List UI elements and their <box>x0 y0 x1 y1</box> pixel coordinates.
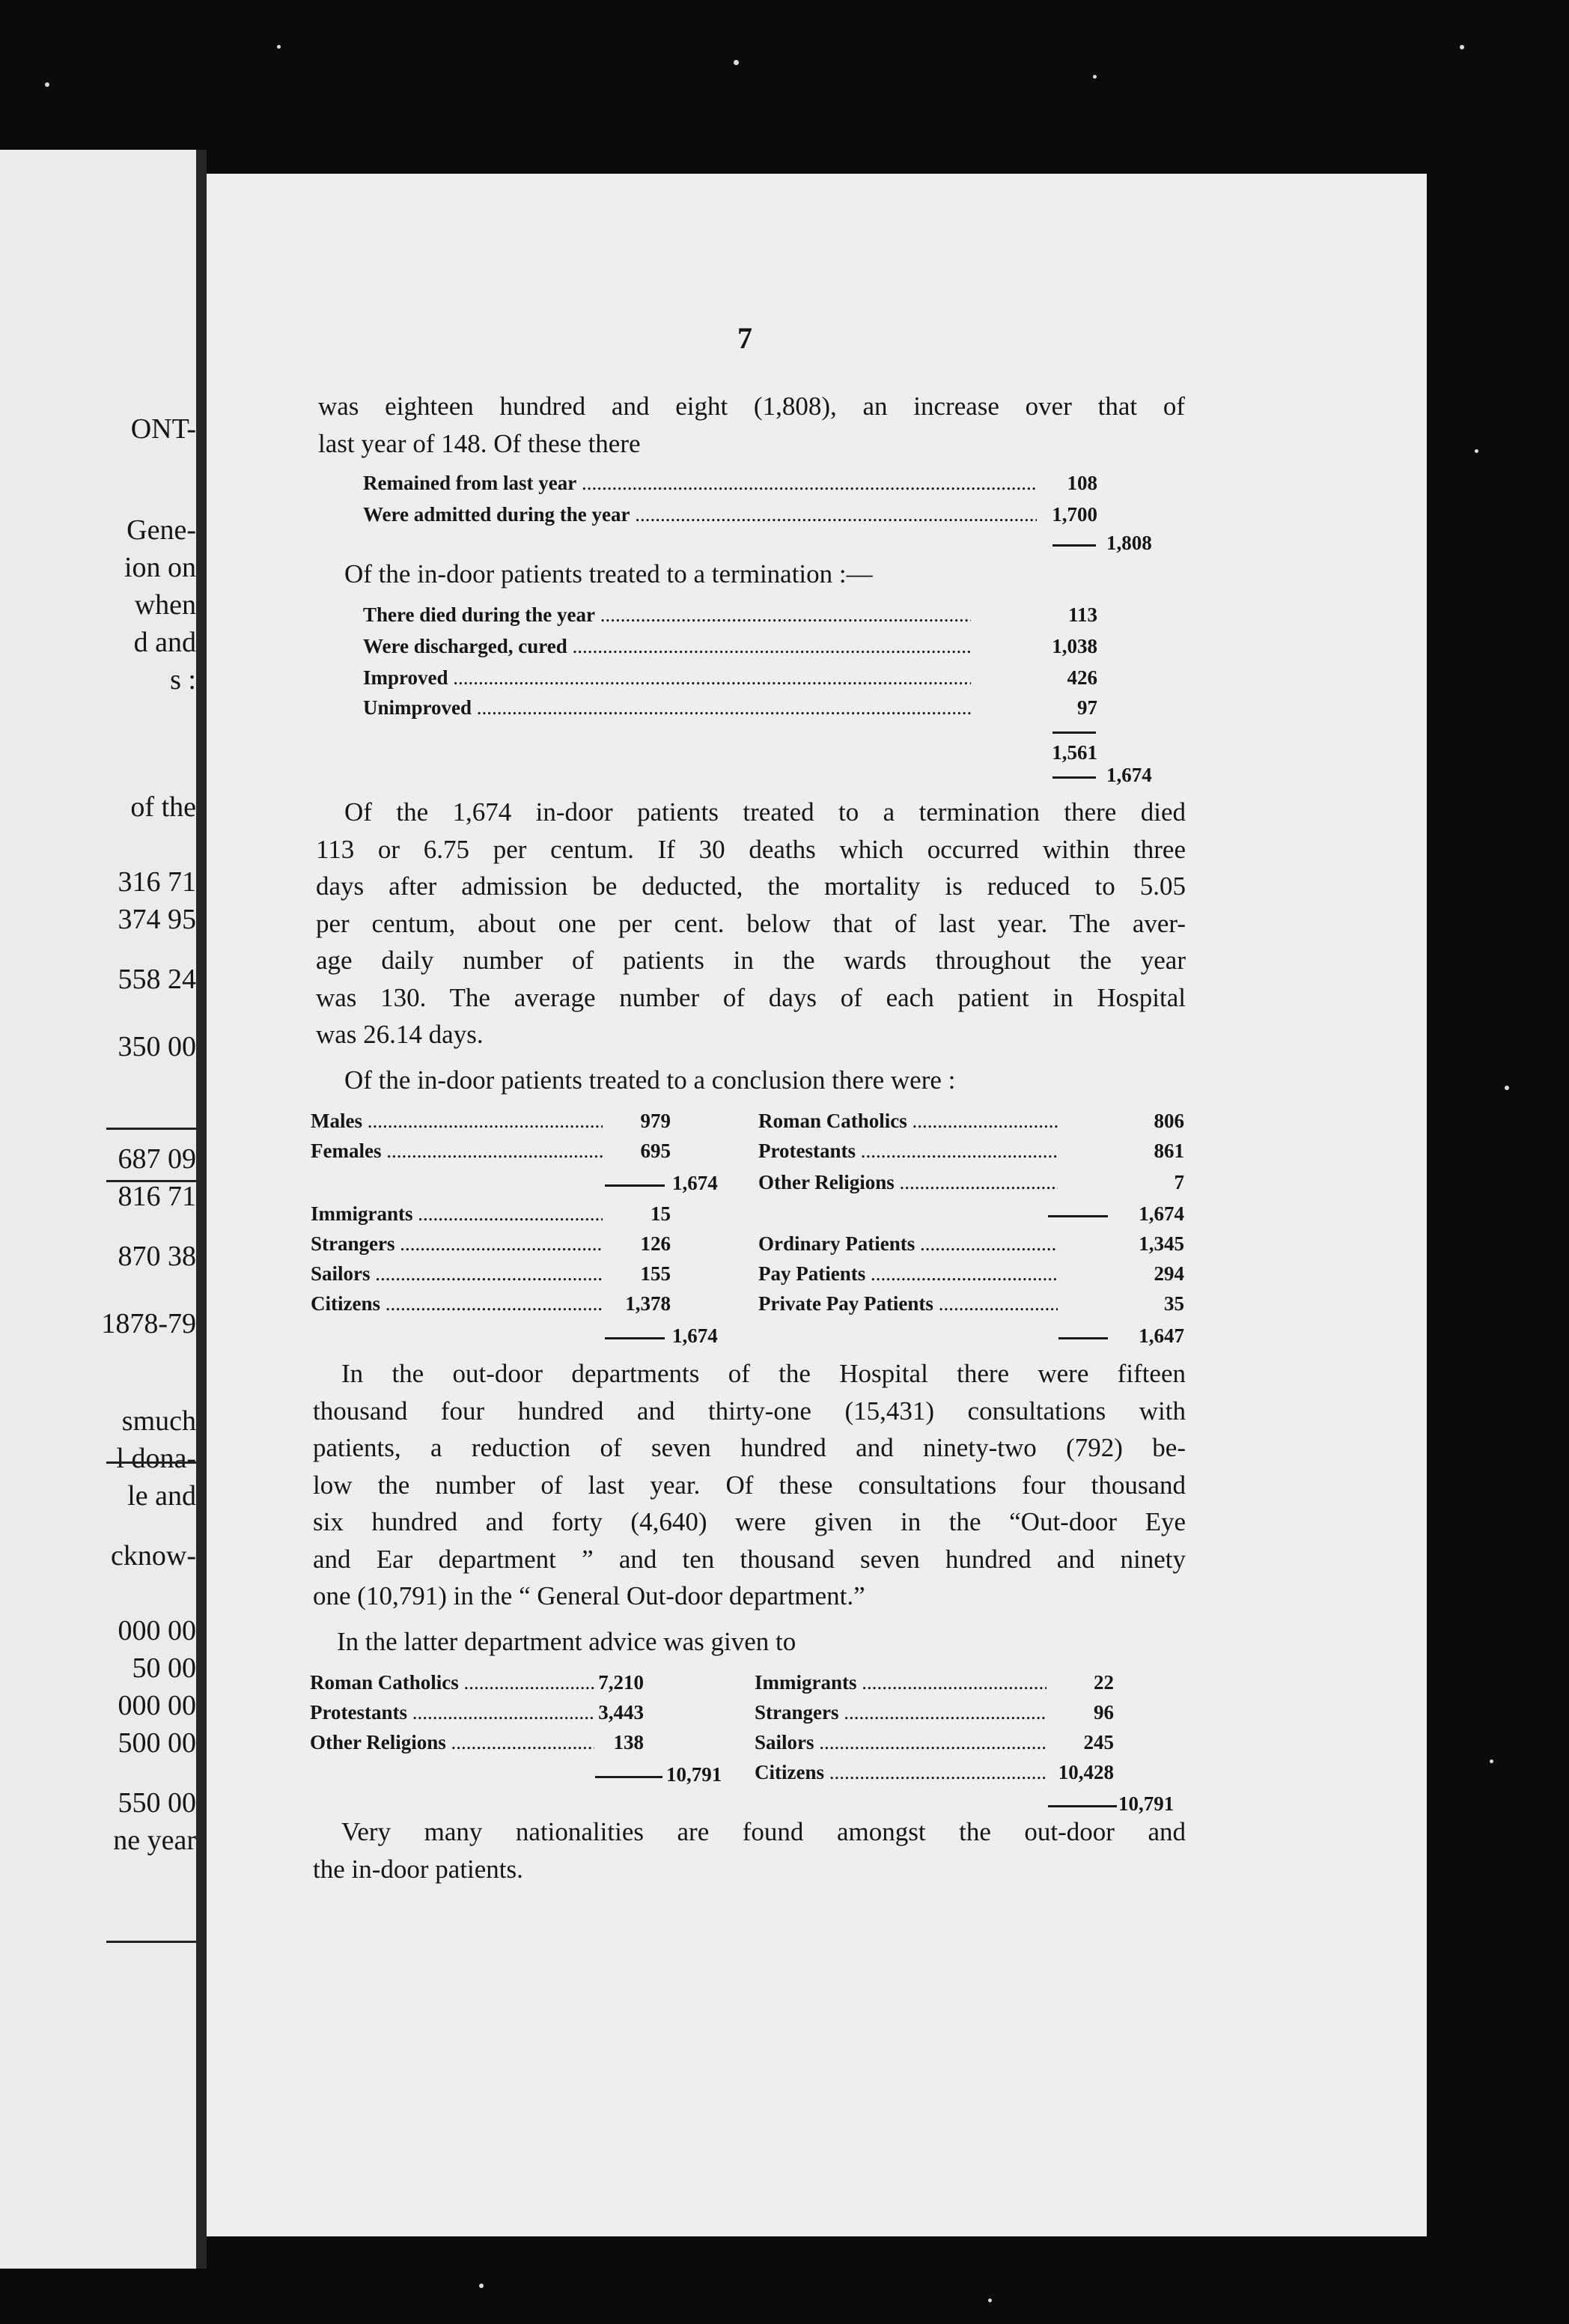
total-dash <box>595 1776 662 1778</box>
total-dash <box>1048 1805 1117 1807</box>
conclusion-row <box>311 1140 603 1163</box>
conclusion-row <box>311 1262 603 1286</box>
row-label: Protestants ..... <box>310 1701 594 1724</box>
text-line: was eighteen hundred and eight (1,808), an increase over that of <box>318 392 1185 421</box>
advice-left-total: 10,791 <box>666 1763 722 1786</box>
conclusion-row <box>311 1202 603 1226</box>
background-speck <box>1490 1759 1493 1763</box>
row-label: Immigrants ..... <box>755 1671 1046 1694</box>
left-page-text-fragment: 000 00 <box>118 1690 196 1721</box>
row-label: Were discharged, cured ..... <box>363 635 971 658</box>
row-label: Sailors ..... <box>755 1731 1046 1754</box>
row-label: Ordinary Patients ..... <box>758 1232 1058 1256</box>
background-speck <box>1505 1086 1509 1090</box>
background-speck <box>1093 75 1097 79</box>
mortality-paragraph <box>316 794 1186 1053</box>
background-speck <box>734 60 739 65</box>
left-page-text-fragment: Gene- <box>127 514 196 546</box>
row-value: 7,210 <box>598 1671 644 1694</box>
advice-row <box>755 1701 1046 1724</box>
left-page-text-fragment: ne year <box>113 1825 196 1856</box>
row-label: Private Pay Patients ..... <box>758 1292 1058 1315</box>
total-dash <box>605 1337 665 1339</box>
intro-paragraph <box>318 388 1185 462</box>
background-speck <box>1460 45 1464 49</box>
row-value: 806 <box>1154 1110 1184 1132</box>
left-page-text-fragment: s : <box>170 664 196 696</box>
left-page-text-fragment: l dona- <box>116 1443 196 1474</box>
subtotal-rule <box>1052 731 1096 734</box>
text-line: In the out-door departments of the Hospital there were fifteen <box>341 1359 1186 1388</box>
row-value: 10,428 <box>1058 1761 1114 1783</box>
text-line: thousand four hundred and thirty-one (15,431) consultations with <box>313 1396 1186 1426</box>
text-line: six hundred and forty (4,640) were given in the “Out-door Eye <box>313 1507 1186 1536</box>
row-label: Were admitted during the year ..... <box>363 503 1037 526</box>
total-dash <box>1052 776 1096 779</box>
text-line: patients, a reduction of seven hundred and ninety-two (792) be- <box>313 1433 1186 1462</box>
total-dash <box>1058 1337 1108 1339</box>
row-value: 3,443 <box>598 1701 644 1724</box>
advice-row <box>755 1761 1046 1784</box>
row-label: Citizens ..... <box>755 1761 1046 1784</box>
text-line: age daily number of patients in the wards throughout the year <box>316 946 1186 975</box>
advice-row <box>310 1671 594 1694</box>
conclusion-left-total-2: 1,674 <box>672 1324 718 1347</box>
row-label: Strangers ..... <box>755 1701 1046 1724</box>
row-label: Other Religions ..... <box>758 1171 1058 1194</box>
row-value: 15 <box>651 1202 671 1225</box>
page-number: 7 <box>737 321 752 355</box>
row-value: 22 <box>1094 1671 1114 1694</box>
row-value: 138 <box>613 1731 644 1753</box>
text-line: the in-door patients. <box>313 1854 523 1884</box>
outdoor-paragraph <box>313 1355 1186 1615</box>
left-page-text-fragment: 558 24 <box>118 964 196 995</box>
conclusion-row <box>758 1232 1058 1256</box>
termination-row <box>363 666 971 690</box>
row-value: 1,345 <box>1139 1232 1184 1255</box>
conclusion-row <box>758 1292 1058 1315</box>
row-value: 245 <box>1083 1731 1114 1753</box>
termination-heading: Of the in-door patients treated to a termination :— <box>344 559 873 588</box>
left-page-text-fragment: 000 00 <box>118 1615 196 1646</box>
conclusion-row <box>758 1171 1058 1194</box>
left-facing-page <box>0 150 196 2269</box>
row-label: Protestants ..... <box>758 1140 1058 1163</box>
total-dash <box>605 1184 665 1187</box>
left-page-text-fragment: 816 71 <box>118 1181 196 1212</box>
text-line: last year of 148. Of these there <box>318 428 641 458</box>
conclusion-heading: Of the in-door patients treated to a conclusion there were : <box>344 1065 956 1095</box>
row-label: Sailors ..... <box>311 1262 603 1286</box>
row-label: Improved ..... <box>363 666 971 690</box>
row-value: 1,038 <box>1052 635 1097 657</box>
conclusion-row <box>758 1262 1058 1286</box>
text-line: per centum, about one per cent. below that of last year. The aver- <box>316 908 1186 938</box>
row-value: 1,378 <box>625 1292 671 1315</box>
conclusion-row <box>311 1232 603 1256</box>
left-page-rule <box>106 1941 196 1943</box>
row-value: 96 <box>1094 1701 1114 1724</box>
left-page-text-fragment: smuch <box>121 1405 196 1437</box>
left-page-text-fragment: 50 00 <box>132 1652 196 1684</box>
termination-total: 1,674 <box>1106 764 1152 786</box>
left-page-text-fragment: 350 00 <box>118 1031 196 1062</box>
left-page-rule <box>106 1180 196 1182</box>
conclusion-right-total-1: 1,674 <box>1139 1202 1184 1225</box>
left-page-text-fragment: 316 71 <box>118 866 196 898</box>
advice-row <box>310 1701 594 1724</box>
row-value: 426 <box>1067 666 1097 689</box>
row-label: Unimproved ..... <box>363 696 971 720</box>
background-speck <box>988 2299 992 2302</box>
text-line: low the number of last year. Of these consultations four thousand <box>313 1470 1186 1500</box>
left-page-text-fragment: cknow- <box>111 1540 196 1572</box>
text-line: was 26.14 days. <box>316 1020 484 1049</box>
row-label: Males ..... <box>311 1110 603 1133</box>
left-page-text-fragment: 374 95 <box>118 904 196 935</box>
left-page-text-fragment: 870 38 <box>118 1241 196 1272</box>
row-label: Females ..... <box>311 1140 603 1163</box>
text-line: one (10,791) in the “ General Out-door department.” <box>313 1581 865 1610</box>
row-label: Strangers ..... <box>311 1232 603 1256</box>
row-value: 97 <box>1077 696 1097 719</box>
closing-paragraph <box>313 1813 1186 1888</box>
left-page-text-fragment: d and <box>133 627 196 658</box>
conclusion-right-total-2: 1,647 <box>1139 1324 1184 1347</box>
left-page-text-fragment: ion on <box>124 552 196 583</box>
admissions-total: 1,808 <box>1106 532 1152 554</box>
background-speck <box>479 2284 484 2288</box>
row-value: 108 <box>1067 472 1097 494</box>
conclusion-left-total-1: 1,674 <box>672 1172 718 1194</box>
admissions-row <box>363 472 1037 495</box>
advice-row <box>755 1671 1046 1694</box>
termination-row <box>363 635 971 658</box>
conclusion-row <box>311 1292 603 1315</box>
advice-row <box>310 1731 594 1754</box>
termination-row <box>363 603 971 627</box>
background-speck <box>277 45 281 49</box>
row-label: Remained from last year ..... <box>363 472 1037 495</box>
text-line: was 130. The average number of days of each patient in Hospital <box>316 982 1186 1012</box>
termination-row <box>363 696 971 720</box>
row-label: Roman Catholics ..... <box>310 1671 594 1694</box>
left-page-text-fragment: 687 09 <box>118 1143 196 1175</box>
text-line: Of the 1,674 in-door patients treated to a termination there died <box>344 797 1186 827</box>
admissions-row <box>363 503 1037 526</box>
row-label: Roman Catholics ..... <box>758 1110 1058 1133</box>
text-line: days after admission be deducted, the mortality is reduced to 5.05 <box>316 872 1186 901</box>
left-page-text-fragment: 1878-79 <box>101 1308 196 1339</box>
row-label: Citizens ..... <box>311 1292 603 1315</box>
book-gutter <box>196 150 207 2269</box>
row-value: 155 <box>640 1262 671 1285</box>
advice-heading: In the latter department advice was given to <box>337 1627 796 1656</box>
row-value: 1,700 <box>1052 503 1097 526</box>
conclusion-row <box>758 1140 1058 1163</box>
text-line: Very many nationalities are found amongst the out-door and <box>341 1817 1186 1846</box>
row-value: 35 <box>1164 1292 1184 1315</box>
row-label: Immigrants ..... <box>311 1202 603 1226</box>
text-line: 113 or 6.75 per centum. If 30 deaths which occurred within three <box>316 834 1186 864</box>
left-page-rule <box>106 1128 196 1130</box>
left-page-rule <box>106 1461 196 1464</box>
row-value: 695 <box>640 1140 671 1162</box>
termination-subtotal: 1,561 <box>1052 741 1097 764</box>
text-line: and Ear department ” and ten thousand seven hundred and ninety <box>313 1544 1186 1574</box>
row-value: 979 <box>640 1110 671 1132</box>
row-value: 113 <box>1067 603 1097 626</box>
row-value: 126 <box>640 1232 671 1255</box>
conclusion-row <box>311 1110 603 1133</box>
left-page-text-fragment: when <box>134 589 196 621</box>
row-value: 861 <box>1154 1140 1184 1162</box>
row-value: 7 <box>1174 1171 1184 1193</box>
background-speck <box>45 82 49 87</box>
conclusion-row <box>758 1110 1058 1133</box>
left-page-text-fragment: of the <box>130 791 196 823</box>
row-label: Other Religions ..... <box>310 1731 594 1754</box>
left-page-text-fragment: 550 00 <box>118 1787 196 1819</box>
left-page-text-fragment: le and <box>127 1480 196 1512</box>
total-dash <box>1052 544 1096 547</box>
advice-right-total: 10,791 <box>1118 1792 1175 1815</box>
left-page-text-fragment: ONT- <box>130 413 196 445</box>
row-value: 294 <box>1154 1262 1184 1285</box>
advice-row <box>755 1731 1046 1754</box>
left-page-text-fragment: 500 00 <box>118 1727 196 1759</box>
row-label: There died during the year ..... <box>363 603 971 627</box>
total-dash <box>1048 1215 1108 1217</box>
row-label: Pay Patients ..... <box>758 1262 1058 1286</box>
background-speck <box>1475 449 1478 453</box>
